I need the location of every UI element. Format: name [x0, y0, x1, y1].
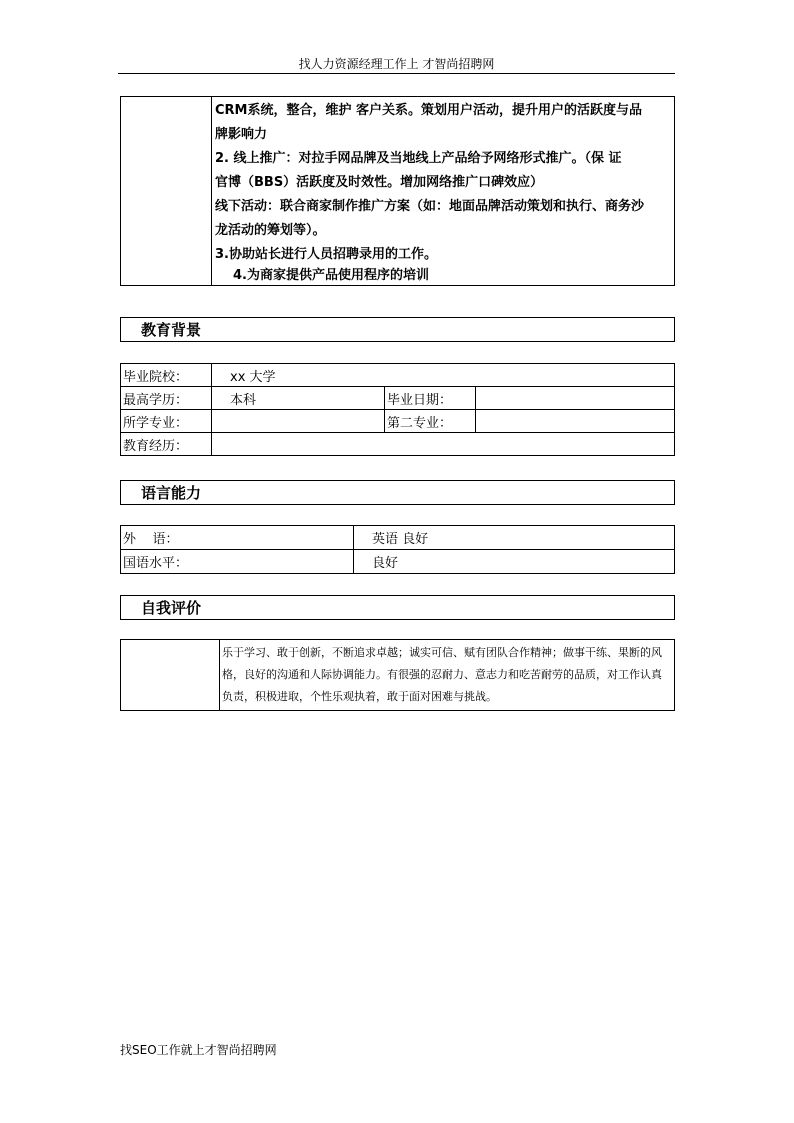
duties-label-cell — [121, 97, 212, 286]
self-eval-label-cell — [121, 640, 220, 711]
language-table — [120, 525, 675, 574]
second-major-value — [476, 410, 675, 433]
major-value — [212, 410, 385, 433]
education-table — [120, 363, 675, 456]
duty-line: 2. 线上推广：对拉手网品牌及当地线上产品给予网络形式推广。（保 证 — [215, 151, 622, 166]
page-header: 找人力资源经理工作上 才智尚招聘网 — [118, 56, 675, 74]
duty-line: 牌影响力 — [215, 127, 268, 142]
grad-date-label: 毕业日期： — [385, 387, 476, 410]
duty-line: CRM系统，整合，维护 客户关系。策划用户活动，提升用户的活跃度与品 — [215, 103, 643, 118]
table-row — [121, 550, 675, 574]
education-title: 教育背景 — [121, 318, 675, 342]
edu-history-value — [212, 433, 675, 456]
education-section-heading — [120, 317, 675, 342]
duty-line: 龙活动的筹划等）。 — [215, 223, 326, 238]
self-eval-section-heading — [120, 595, 675, 620]
self-eval-title: 自我评价 — [121, 596, 675, 620]
language-title: 语言能力 — [121, 481, 675, 505]
table-row — [121, 640, 675, 711]
table-row — [121, 387, 675, 410]
table-row — [121, 364, 675, 387]
duty-line: 3.协助站长进行人员招聘录用的工作。 — [215, 247, 437, 262]
duty-line: 4.为商家提供产品使用程序的培训 — [233, 268, 429, 283]
degree-label: 最高学历： — [121, 387, 212, 410]
degree-value: 本科 — [212, 387, 385, 410]
school-label: 毕业院校： — [121, 364, 212, 387]
table-row — [121, 526, 675, 550]
self-eval-text: 乐于学习、敢于创新，不断追求卓越；诚实可信、赋有团队合作精神；做事干练、果断的风格，良好的沟通和人际协调能力。有很强的忍耐力、意志力和吃苦耐劳的品质，对工作认真负责，积极进取，个性乐观执着，敢于面对困难与挑战。 — [220, 640, 675, 711]
page-footer: 找SEO工作就上才智尚招聘网 — [120, 1043, 277, 1057]
foreign-language-value: 英语 良好 — [354, 526, 675, 550]
grad-date-value — [476, 387, 675, 410]
foreign-language-label: 外 语： — [121, 526, 354, 550]
self-eval-table — [120, 639, 675, 711]
school-value: xx 大学 — [212, 364, 675, 387]
mandarin-label: 国语水平： — [121, 550, 354, 574]
job-duties-table — [120, 96, 675, 286]
duty-line: 线下活动：联合商家制作推广方案（如：地面品牌活动策划和执行、商务沙 — [215, 199, 645, 214]
duties-content-cell — [212, 97, 675, 286]
second-major-label: 第二专业： — [385, 410, 476, 433]
edu-history-label: 教育经历： — [121, 433, 212, 456]
table-row — [121, 433, 675, 456]
language-section-heading — [120, 480, 675, 505]
table-row — [121, 410, 675, 433]
mandarin-value: 良好 — [354, 550, 675, 574]
major-label: 所学专业： — [121, 410, 212, 433]
duty-line: 官博（BBS）活跃度及时效性。增加网络推广口碑效应） — [215, 175, 544, 190]
